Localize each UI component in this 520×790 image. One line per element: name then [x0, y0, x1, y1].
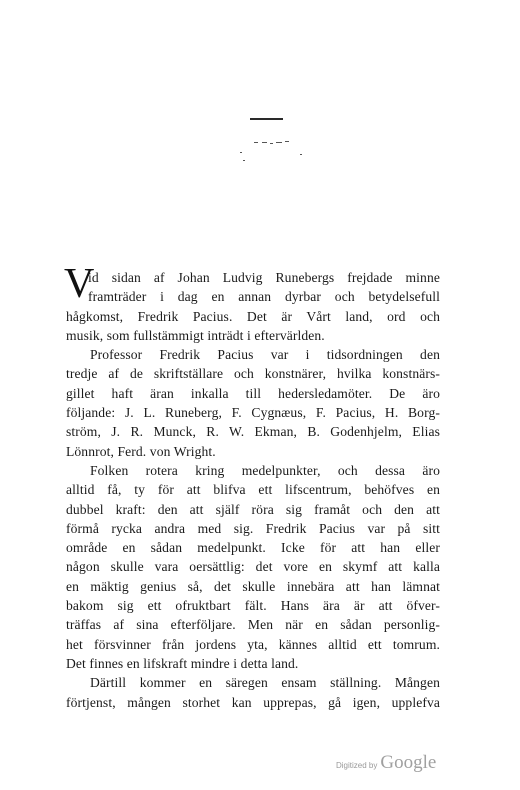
text-line: bakom sig ett ofruktbart fält. Hans ära är att öfver-: [66, 598, 440, 614]
digitized-watermark: [336, 752, 446, 774]
text-line: alltid få, ty för att blifva ett lifscentrum, behöfves en: [66, 482, 440, 498]
text-line: ström, J. R. Munck, R. W. Ekman, B. Godenhjelm, Elias: [66, 424, 440, 440]
text-line: hågkomst, Fredrik Pacius. Det är Vårt land, ord och: [66, 308, 440, 324]
paragraph-1: [66, 268, 440, 345]
paragraph-3: [66, 461, 440, 673]
text-line: någon skulle vara oersättlig: det vore en skymf att kalla: [66, 559, 440, 575]
body-text: [66, 268, 440, 712]
text-line: förtjenst, mången storhet kan upprepas, gå igen, upplefva: [66, 694, 440, 710]
watermark-prefix: Digitized by: [336, 761, 378, 770]
text-line: framträder i dag en annan dyrbar och betydelsefull: [88, 289, 440, 305]
text-line: het försvinner från jordens yta, kännes alltid ett tomrum.: [66, 636, 440, 652]
ornament-rule: [250, 118, 283, 120]
drop-cap-initial: V: [64, 261, 95, 307]
ornament-dots: [240, 140, 310, 166]
text-line: Det finnes en lifskraft mindre i detta land.: [66, 655, 299, 671]
text-line: förmå rycka andra med sig. Fredrik Pacius var på sitt: [66, 520, 440, 536]
text-line: tredje af de skriftställare och konstnärer, hvilka konstnärs-: [66, 366, 440, 382]
text-line: Professor Fredrik Pacius var i tidsordningen den: [90, 347, 440, 363]
text-line: en mäktig genius så, det skulle innebära att han lämnat: [66, 578, 440, 594]
text-line: Lönnrot, Ferd. von Wright.: [66, 443, 216, 459]
text-line: dubbel kraft: den att själf röra sig framåt och den att: [66, 501, 440, 517]
text-line: Folken rotera kring medelpunkter, och dessa äro: [90, 462, 440, 478]
text-line: följande: J. L. Runeberg, F. Cygnæus, F. Pacius, H. Borg-: [66, 405, 440, 421]
text-line: id sidan af Johan Ludvig Runebergs frejdade minne: [88, 270, 440, 285]
text-line: gillet haft äran inkalla till hedersledamöter. De äro: [66, 385, 440, 401]
text-line: Därtill kommer en säregen ensam ställning. Mången: [90, 675, 440, 691]
paragraph-4: [66, 673, 440, 712]
text-line: område en sådan medelpunkt. Icke för att han eller: [66, 540, 440, 556]
watermark-brand: Google: [380, 752, 437, 773]
text-line: träffas af sina efterföljare. Men när en sådan personlig-: [66, 617, 440, 633]
text-line: musik, som fullstämmigt inträdt i eftervärlden.: [66, 327, 325, 343]
paragraph-2: [66, 345, 440, 461]
